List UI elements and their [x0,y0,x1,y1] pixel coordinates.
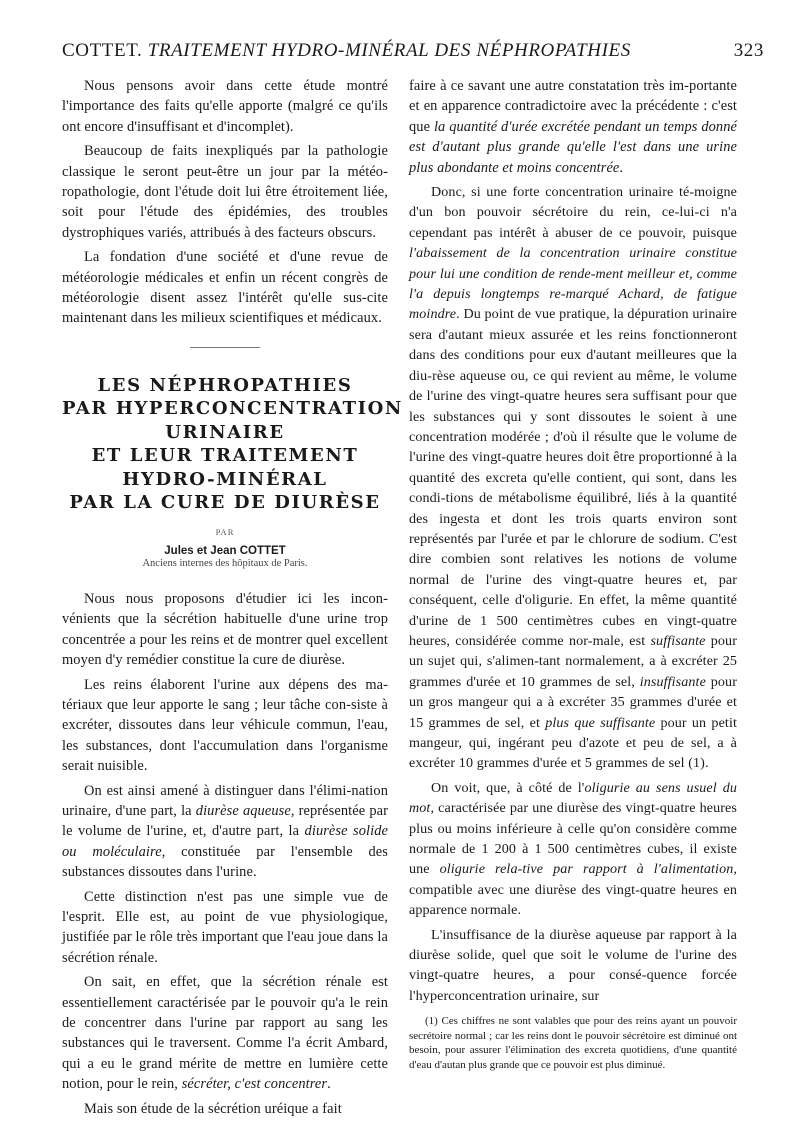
paragraph: On voit, que, à côté de l'oligurie au sens usuel du mot, caractérisée par une diurèse des vingt-quatre heures plus ou moins inférieure à celle qu'on considère comme normale de 1 200 à 1 500 centimètres cubes, il existe une oligurie rela-tive par rapport à l'alimentation, compatible avec une diurèse des vingt-quatre heures en apparence normale. [409,779,737,919]
paragraph: Beaucoup de faits inexpliqués par la pathologie classique le seront peut-être un jour par la météo-ropathologie, dont l'étude doit lui être étroitement liée, soit pour l'étude des épidémies, des troubles dystrophiques variés, attribués à des facteurs obscurs. [62,143,388,241]
left-column [62,76,403,1123]
article-authors: Jules et Jean COTTET [164,544,286,557]
article-title-line: PAR LA CURE DE DIURÈSE [69,492,381,514]
paragraph: Mais son étude de la sécrétion uréique a fait [84,1100,342,1117]
emphasis: diurèse aqueuse [195,802,291,819]
paragraph: On est ainsi amené à distinguer dans l'élimi-nation urinaire, d'une part, la diurèse aqueuse, représentée par le volume de l'urine, et, d'autre part, la diurèse solide ou moléculaire, constituée par l'ensemble des substances dissoutes dans l'urine. [62,782,388,881]
article-title-line: HYDRO-MINÉRAL [122,468,328,490]
paragraph: faire à ce savant une autre constatation très im-portante et en apparence contradictoire avec la précédente : c'est que la quantité d'urée excrétée pendant un temps donné est d'autant plus grande qu'elle l'est dans une urine plus abondante et moins concentrée. [409,78,737,176]
footnote: (1) Ces chiffres ne sont valables que pour des reins ayant un pouvoir secrétoire normal ; car les reins dont le pouvoir sécrétoire est diminué ont besoin, pour assurer l'élimination des excreta quotidiens, d'une quantité d'eau d'autan plus grande que ce pouvoir est plus diminué. [409,1015,737,1072]
article-title-line: PAR HYPERCONCENTRATION [62,398,403,420]
paragraph: Nous nous proposons d'étudier ici les incon-vénients que la sécrétion habituelle d'une urine trop concentrée a pour les reins et de montrer quel excellent moyen d'y remédier constitue la cure de diurèse. [62,590,388,669]
emphasis: insuffisante [639,673,706,690]
running-head-author: COTTET. [62,40,143,61]
author-affiliation: Anciens internes des hôpitaux de Paris. [142,557,308,569]
emphasis: oligurie au sens usuel du mot [409,779,737,817]
section-separator [190,347,260,348]
emphasis: suffisante [650,632,706,649]
article-title-line: URINAIRE [165,421,285,443]
paragraph: Les reins élaborent l'urine aux dépens des ma-tériaux que leur apporte le sang ; leur tâche con-siste à excréter, dissoutes dans leur véhicule commun, l'eau, les substances, dont l'accumulation dans l'organisme serait nuisible. [62,676,388,775]
emphasis: sécréter, c'est concentrer [181,1076,328,1093]
right-column [409,76,737,1073]
article-title-line: LES NÉPHROPATHIES [97,374,353,396]
emphasis: plus que suffisante [545,714,656,731]
emphasis: diurèse solide ou moléculaire [62,823,388,860]
paragraph: L'insuffisance de la diurèse aqueuse par rapport à la diurèse solide, quel que soit le volume de l'urine des vingt-quatre heures, a pour consé-quence forcée l'hyperconcentration urinaire, sur [409,926,737,1004]
running-head [62,40,764,66]
paragraph: Cette distinction n'est pas une simple vue de l'esprit. Elle est, au point de vue physiologique, justifiée par le rôle très important que l'eau joue dans la sécrétion rénale. [62,888,388,966]
running-head-title: TRAITEMENT HYDRO-MINÉRAL DES NÉPHROPATHIES [147,40,631,61]
paragraph: Donc, si une forte concentration urinaire té-moigne d'un bon pouvoir sécrétoire du rein, ce-lui-ci n'a cependant pas intérêt à abuser de ce pouvoir, puisque l'abaissement de la concentration urinaire constitue pour lui une condition de rende-ment meilleur et, comme l'a depuis longtemps re-marqué Achard, de fatigue moindre. Du point de vue pratique, la dépuration urinaire sera d'autant mieux assurée et les reins fonctionneront dans des conditions pour eux d'autant meilleures que la diu-rèse aqueuse ou, ce qui revient au même, le volume de l'urine des vingt-quatre heures sera suffisant pour que les substances qui y sont dissoutes le soient à une concentration modérée ; d'où il résulte que le volume de l'urine des vingt-quatre heures doit être proportionné à la quantité des excreta qu'elle contient, qui sont, dans les condi-tions de métabolisme équilibré, liés à la quantité des ingesta et dont les trois quarts environ sont représentés par l'urée et par le chlorure de sodium. C'est dire combien sont relatives les notions de volume normal de l'urine des vingt-quatre heures et, par conséquent, celle d'oligurie. En effet, la même quantité d'urine de 1 500 centimètres cubes en vingt-quatre heures, considérée comme nor-male, est suffisante pour un sujet qui, s'alimen-tant normalement, a à excréter 25 grammes d'urée et 10 grammes de sel, insuffisante pour un gros mangeur qui a à excréter 35 grammes d'urée et 15 grammes de sel, et plus que suffisante pour un petit mangeur, qui, ingérant peu d'azote et peu de sel, a à excréter 10 grammes d'urée et 5 grammes de sel (1). [409,184,738,772]
paragraph: On sait, en effet, que la sécrétion rénale est essentiellement caractérisée par le pouvoir qu'a le rein de concentrer dans l'urine par rapport au sang les substances qui le traversent. Comme l'a écrit Ambard, qui a eu le grand mérite de mettre en lumière cette notion, pour le rein, sécréter, c'est concentrer. [62,974,388,1093]
emphasis: oligurie rela-tive par rapport à l'alimentation [439,861,734,878]
emphasis: l'abaissement de la concentration urinaire constitue pour lui une condition de rende-ment meilleur et, comme l'a depuis longtemps re-marqué Achard, de fatigue moindre [409,245,737,323]
paragraph: Nous pensons avoir dans cette étude montré l'importance des faits qu'elle apporte (malgré ce qu'ils ont encore d'insuffisant et d'incomplet). [62,78,388,135]
article-title [62,374,403,515]
paragraph: La fondation d'une société et d'une revue de météorologie médicales et enfin un récent congrès de météorologie disent assez l'intérêt qu'elle sus-cite maintenant dans les milieux scientifiques et médicaux. [62,249,388,327]
page-number: 323 [733,40,764,61]
article-title-line: ET LEUR TRAITEMENT [91,445,359,467]
emphasis: la quantité d'urée excrétée pendant un temps donné est d'autant plus grande qu'elle l'est dans une urine plus abondante et moins concentrée [409,118,737,176]
par-label: PAR [215,526,235,537]
